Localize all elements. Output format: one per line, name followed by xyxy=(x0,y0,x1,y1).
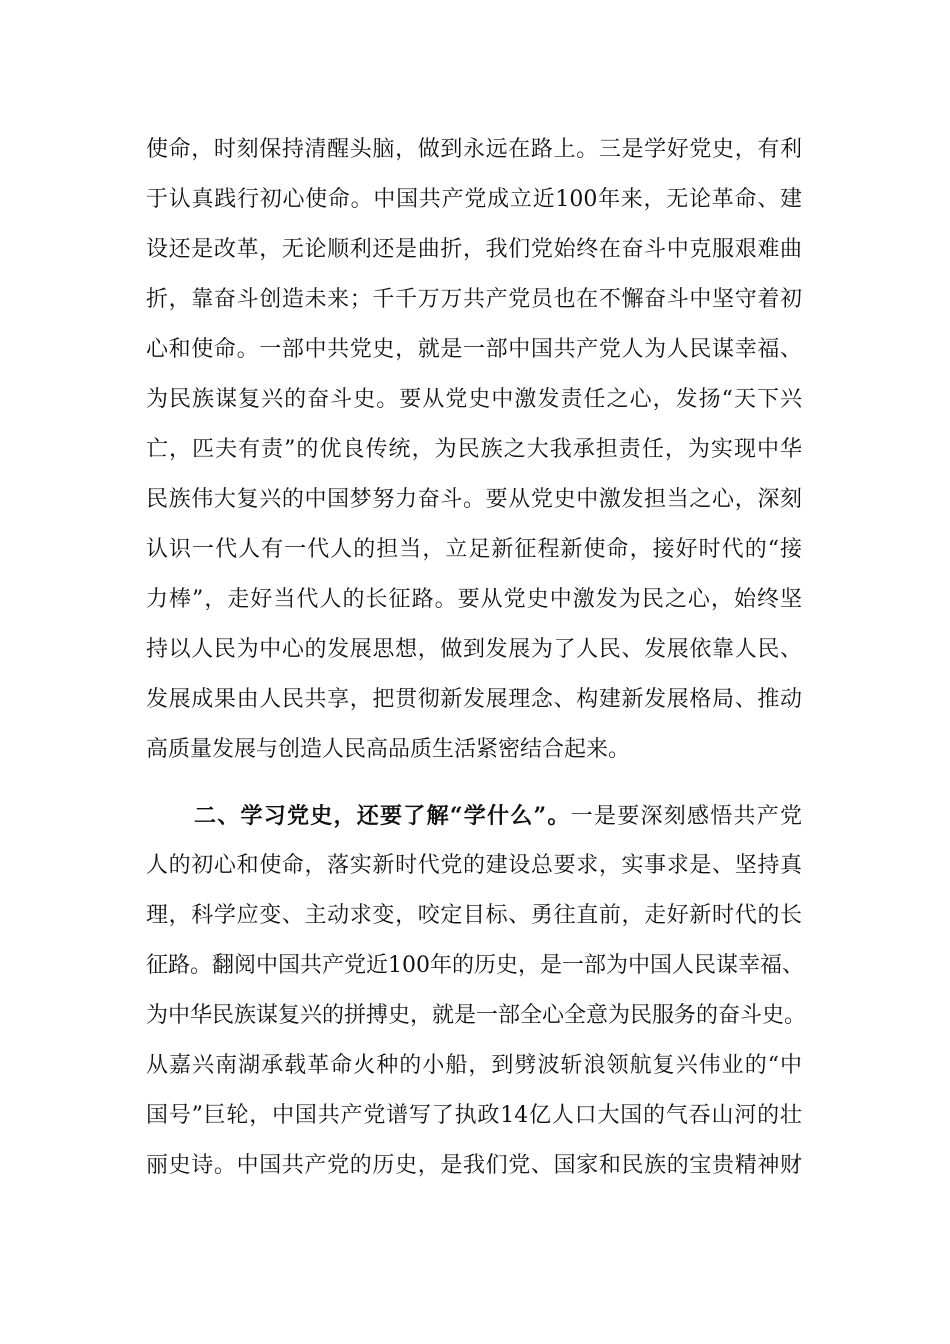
section-heading: 二、学习党史，还要了解“学什么”。 xyxy=(194,803,571,829)
paragraph-line: 丽史诗。中国共产党的历史，是我们党、国家和民族的宝贵精神财 xyxy=(146,1153,802,1178)
paragraph-line: 民族伟大复兴的中国梦努力奋斗。要从党史中激发担当之心，深刻 xyxy=(146,487,802,512)
paragraph-line: 认识一代人有一代人的担当，立足新征程新使命，接好时代的“接 xyxy=(146,537,802,562)
paragraph-line: 人的初心和使命，落实新时代党的建设总要求，实事求是、坚持真 xyxy=(146,853,802,878)
paragraph-line: 亡，匹夫有责”的优良传统，为民族之大我承担责任，为实现中华 xyxy=(146,437,802,462)
paragraph-line: 从嘉兴南湖承载革命火种的小船，到劈波斩浪领航复兴伟业的“中 xyxy=(146,1053,802,1078)
paragraph-line: 持以人民为中心的发展思想，做到发展为了人民、发展依靠人民、 xyxy=(146,637,802,662)
paragraph-line: 征路。翻阅中国共产党近100年的历史，是一部为中国人民谋幸福、 xyxy=(146,953,804,978)
paragraph-line: 设还是改革，无论顺利还是曲折，我们党始终在奋斗中克服艰难曲 xyxy=(146,237,802,262)
paragraph-line: 力棒”，走好当代人的长征路。要从党史中激发为民之心，始终坚 xyxy=(146,587,802,612)
paragraph-line: 使命，时刻保持清醒头脑，做到永远在路上。三是学好党史，有利 xyxy=(146,137,802,162)
section-first-line xyxy=(194,799,802,833)
paragraph-line: 理，科学应变、主动求变，咬定目标、勇往直前，走好新时代的长 xyxy=(146,903,802,928)
paragraph-line: 为民族谋复兴的奋斗史。要从党史中激发责任之心，发扬“天下兴 xyxy=(146,387,802,412)
paragraph-line: 国号”巨轮，中国共产党谱写了执政14亿人口大国的气吞山河的壮 xyxy=(146,1103,802,1128)
paragraph-line: 折，靠奋斗创造未来；千千万万共产党员也在不懈奋斗中坚守着初 xyxy=(146,287,802,312)
paragraph-line: 发展成果由人民共享，把贯彻新发展理念、构建新发展格局、推动 xyxy=(146,687,802,712)
paragraph-line: 为中华民族谋复兴的拼搏史，就是一部全心全意为民服务的奋斗史。 xyxy=(146,1003,807,1028)
paragraph-line: 高质量发展与创造人民高品质生活紧密结合起来。 xyxy=(146,737,631,762)
paragraph-line: 心和使命。一部中共党史，就是一部中国共产党人为人民谋幸福、 xyxy=(146,337,802,362)
section-first-line-text: 一是要深刻感悟共产党 xyxy=(570,804,802,829)
paragraph-line: 于认真践行初心使命。中国共产党成立近100年来，无论革命、建 xyxy=(146,187,802,212)
